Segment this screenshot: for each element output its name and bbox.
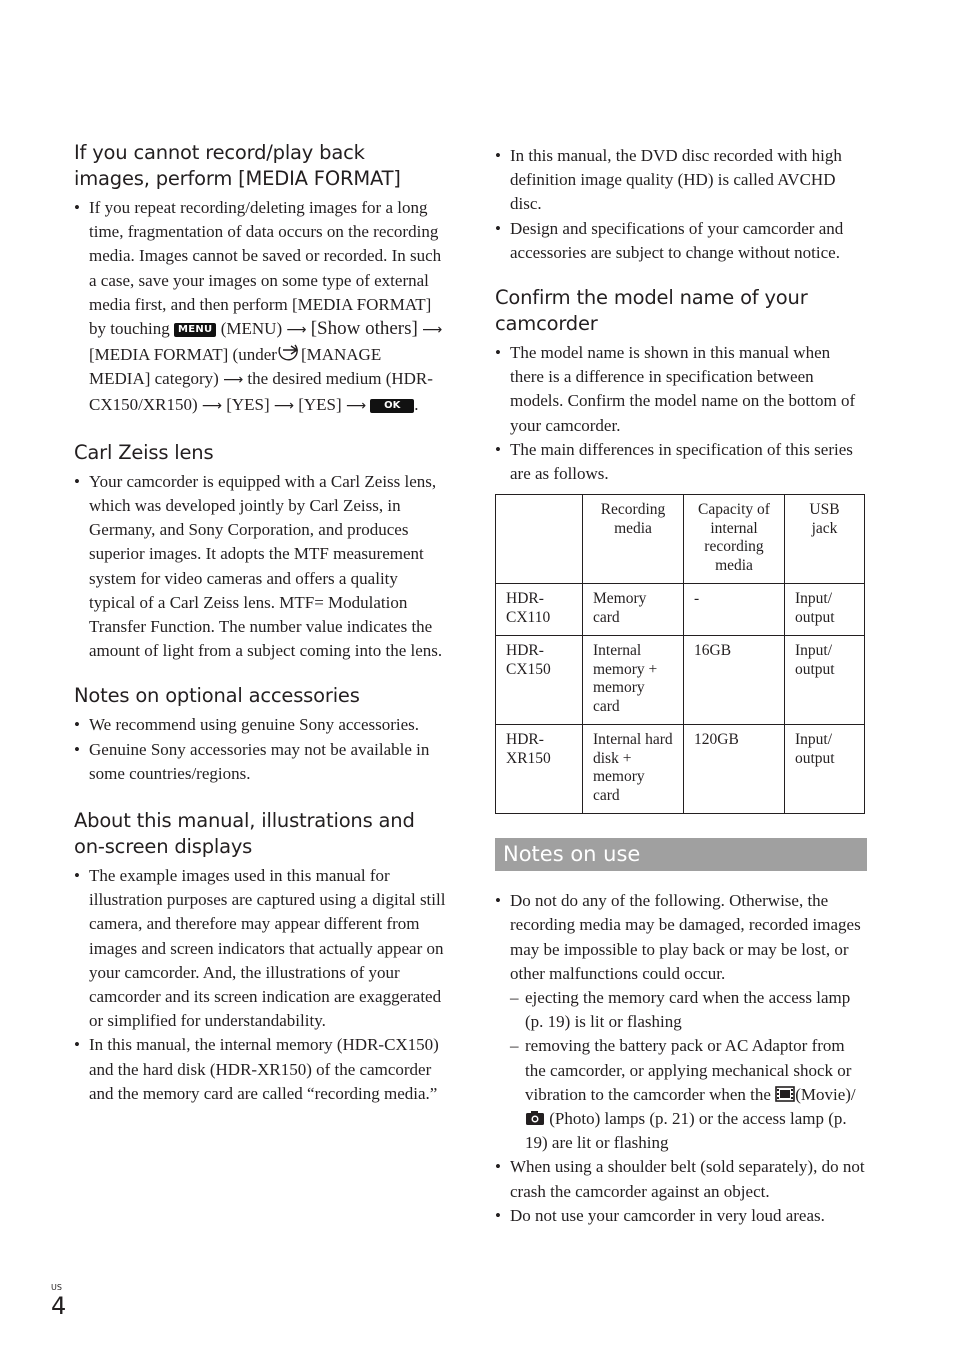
dash-list bbox=[510, 986, 867, 1155]
list-item: • The example images used in this manual for illustration purposes are captured using a digital still camera, and therefore may appear different from images and screen indicators that actually appear on your camcorder. And, the illustrations of your camcorder and its screen indication are exaggerated or simplified for understandability. bbox=[74, 864, 446, 1033]
list-item bbox=[74, 196, 446, 418]
table-header-row bbox=[496, 495, 865, 584]
arrow-right-icon: ⟶ bbox=[273, 397, 294, 414]
media-format-label: [MEDIA FORMAT] (under bbox=[89, 345, 277, 365]
movie-icon bbox=[775, 1085, 795, 1104]
notes-text: removing the battery pack or AC Adaptor from the camcorder, or applying mechanical shock or vibration to the camcorder when the bbox=[525, 1036, 852, 1104]
table-cell: - bbox=[684, 584, 785, 636]
list-item bbox=[510, 1034, 867, 1155]
arrow-right-icon: ⟶ bbox=[422, 322, 443, 339]
bullet-list bbox=[495, 144, 867, 265]
model-spec-table bbox=[495, 494, 865, 814]
page-number bbox=[51, 1283, 66, 1319]
notes-text: (Photo) lamps (p. 21) or the access lamp (p. 19) are lit or flashing bbox=[525, 1109, 847, 1153]
heading-carl-zeiss: Carl Zeiss lens bbox=[74, 440, 214, 464]
region-label: US bbox=[51, 1283, 62, 1292]
notes-list bbox=[495, 889, 867, 1228]
section-carl-zeiss bbox=[74, 440, 446, 664]
yes-label: [YES] bbox=[298, 394, 342, 414]
bullet-list bbox=[74, 470, 446, 664]
table-cell: HDR-CX110 bbox=[496, 584, 583, 636]
section-model-name bbox=[495, 285, 867, 814]
show-others-label: [Show others] bbox=[310, 318, 418, 340]
bullet-list bbox=[74, 713, 446, 786]
list-item bbox=[495, 889, 867, 1155]
bullet-list bbox=[74, 196, 446, 418]
arrow-right-icon: ⟶ bbox=[286, 322, 307, 339]
table-cell: Internal hard disk + memory card bbox=[583, 725, 684, 814]
period: . bbox=[414, 394, 419, 414]
list-item: • Design and specifications of your camcorder and accessories are subject to change without notice. bbox=[495, 217, 867, 265]
arrow-right-icon: ⟶ bbox=[223, 372, 244, 389]
list-item: • In this manual, the internal memory (HDR-CX150) and the hard disk (HDR-XR150) of the camcorder and the memory card are called “recording media.” bbox=[74, 1033, 446, 1106]
table-header-cell: Recording media bbox=[583, 495, 684, 584]
bullet-list bbox=[495, 341, 867, 486]
table-cell: Internal memory + memory card bbox=[583, 636, 684, 725]
list-item: • The main differences in specification of this series are as follows. bbox=[495, 438, 867, 486]
list-item: • The model name is shown in this manual when there is a difference in specification between models. Confirm the model name on the bottom of your camcorder. bbox=[495, 341, 867, 438]
heading-media-format: If you cannot record/play back images, perform [MEDIA FORMAT] bbox=[74, 141, 401, 190]
table-header-cell: Capacity of internal recording media bbox=[684, 495, 785, 584]
table-row bbox=[496, 636, 865, 725]
left-column bbox=[74, 140, 446, 1126]
list-item: • We recommend using genuine Sony accessories. bbox=[74, 713, 446, 737]
page-number-value: 4 bbox=[51, 1292, 67, 1320]
heading-optional-accessories: Notes on optional accessories bbox=[74, 684, 360, 708]
table-cell: Input/ output bbox=[785, 725, 865, 814]
arrow-right-icon: ⟶ bbox=[345, 397, 367, 414]
table-row bbox=[496, 725, 865, 814]
section-optional-accessories bbox=[74, 683, 446, 786]
table-header-cell bbox=[496, 495, 583, 584]
section-media-format bbox=[74, 140, 446, 418]
manage-media-icon bbox=[277, 345, 301, 364]
table-header-cell: USB jack bbox=[785, 495, 865, 584]
bullet-list bbox=[74, 864, 446, 1106]
list-item: • Genuine Sony accessories may not be available in some countries/regions. bbox=[74, 738, 446, 786]
desired-medium-label: the desired medium (HDR-CX150/XR150) bbox=[89, 369, 433, 414]
list-item: • Do not use your camcorder in very loud areas. bbox=[495, 1204, 867, 1228]
heading-about-manual: About this manual, illustrations and on-screen displays bbox=[74, 809, 415, 859]
list-item: • In this manual, the DVD disc recorded with high definition image quality (HD) is called AVCHD disc. bbox=[495, 144, 867, 217]
media-format-text: If you repeat recording/deleting images for a long time, fragmentation of data occurs on the recording media. Images cannot be saved or recorded. In such a case, save your images on some type of external media first, and then perform [MEDIA FORMAT] by touching bbox=[89, 198, 442, 339]
right-column bbox=[495, 144, 867, 1228]
camera-icon bbox=[525, 1109, 545, 1128]
list-item: • When using a shoulder belt (sold separately), do not crash the camcorder against an object. bbox=[495, 1155, 867, 1203]
table-cell: HDR-CX150 bbox=[496, 636, 583, 725]
heading-model-name: Confirm the model name of your camcorder bbox=[495, 286, 808, 336]
manage-media-label: [MANAGE MEDIA] category) bbox=[89, 345, 382, 389]
movie-label: (Movie)/ bbox=[795, 1084, 856, 1104]
menu-label: (MENU) bbox=[220, 319, 283, 339]
table-cell: HDR-XR150 bbox=[496, 725, 583, 814]
table-cell: 16GB bbox=[684, 636, 785, 725]
list-item: – ejecting the memory card when the access lamp (p. 19) is lit or flashing bbox=[510, 986, 867, 1034]
notes-on-use-heading: Notes on use bbox=[495, 838, 867, 871]
yes-label: [YES] bbox=[226, 394, 270, 414]
arrow-right-icon: ⟶ bbox=[201, 397, 222, 414]
list-item: • Your camcorder is equipped with a Carl Zeiss lens, which was developed jointly by Carl Zeiss, in Germany, and Sony Corporation, and produces superior images. It adopts the MTF measurement system for video cameras and offers a quality typical of a Carl Zeiss lens. MTF= Modulation Transfer Function. The number value indicates the amount of light from a subject coming into the lens. bbox=[74, 470, 446, 664]
ok-button: OK bbox=[370, 399, 414, 413]
table-cell: Input/ output bbox=[785, 584, 865, 636]
section-about-manual bbox=[74, 808, 446, 1106]
table-row bbox=[496, 584, 865, 636]
table-cell: Memory card bbox=[583, 584, 684, 636]
notes-text: Do not do any of the following. Otherwise, the recording media may be damaged, recorded images may be impossible to play back or may be lost, or other malfunctions could occur. bbox=[510, 891, 861, 983]
table-cell: Input/ output bbox=[785, 636, 865, 725]
table-cell: 120GB bbox=[684, 725, 785, 814]
menu-button: MENU bbox=[174, 323, 216, 337]
